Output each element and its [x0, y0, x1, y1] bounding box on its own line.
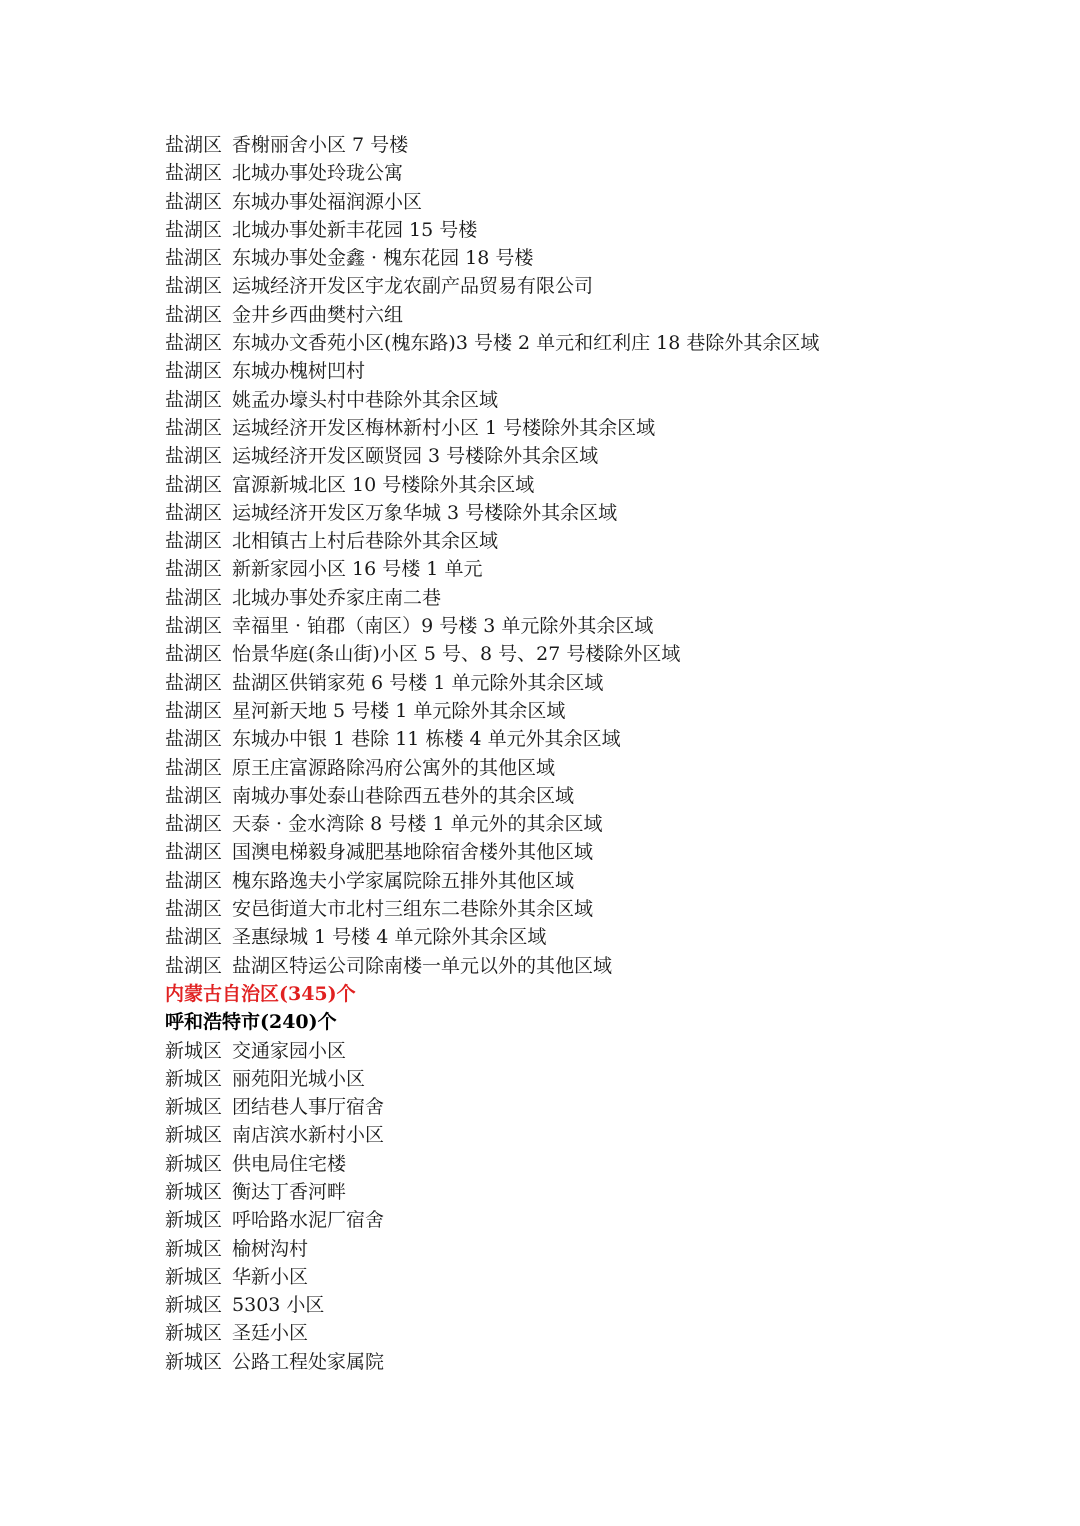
place-label: 榆树沟村 [232, 1237, 309, 1260]
place-label: 圣惠绿城 1 号楼 4 单元除外其余区域 [232, 926, 547, 949]
place-label: 东城办事处福润源小区 [232, 190, 423, 213]
list-item [165, 1121, 1045, 1149]
place-label: 丽苑阳光城小区 [232, 1067, 366, 1090]
place-label: 运城经济开发区宇龙农副产品贸易有限公司 [232, 275, 594, 298]
place-label: 天泰 · 金水湾除 8 号楼 1 单元外的其余区域 [232, 813, 603, 836]
place-label: 东城办文香苑小区(槐东路)3 号楼 2 单元和红利庄 18 巷除外其余区域 [232, 332, 820, 355]
list-item [165, 301, 1045, 329]
district-label: 新城区 [165, 1294, 223, 1317]
list-item [165, 159, 1045, 187]
district-label: 盐湖区 [165, 530, 223, 553]
place-label: 呼哈路水泥厂宿舍 [232, 1209, 385, 1232]
document-content [165, 131, 1045, 1376]
district-label: 新城区 [165, 1039, 223, 1062]
list-item [165, 272, 1045, 300]
list-item [165, 1263, 1045, 1291]
list-item [165, 1093, 1045, 1121]
district-label: 盐湖区 [165, 728, 223, 751]
place-label: 运城经济开发区颐贤园 3 号楼除外其余区域 [232, 445, 599, 468]
district-label: 盐湖区 [165, 643, 223, 666]
place-label: 5303 小区 [232, 1294, 325, 1317]
place-label: 富源新城北区 10 号楼除外其余区域 [232, 473, 535, 496]
place-label: 星河新天地 5 号楼 1 单元除外其余区域 [232, 699, 566, 722]
place-label: 北相镇古上村后巷除外其余区域 [232, 530, 499, 553]
place-label: 国澳电梯毅身减肥基地除宿舍楼外其他区域 [232, 841, 594, 864]
district-label: 盐湖区 [165, 784, 223, 807]
place-label: 东城办中银 1 巷除 11 栋楼 4 单元外其余区域 [232, 728, 621, 751]
list-item [165, 725, 1045, 753]
place-label: 安邑街道大市北村三组东二巷除外其余区域 [232, 898, 594, 921]
district-label: 新城区 [165, 1096, 223, 1119]
list-item [165, 414, 1045, 442]
district-label: 盐湖区 [165, 416, 223, 439]
district-label: 盐湖区 [165, 586, 223, 609]
place-label: 团结巷人事厅宿舍 [232, 1096, 385, 1119]
list-item [165, 1319, 1045, 1347]
district-label: 新城区 [165, 1237, 223, 1260]
place-label: 姚孟办壕头村中巷除外其余区域 [232, 388, 499, 411]
list-item [165, 923, 1045, 951]
district-label: 盐湖区 [165, 162, 223, 185]
place-label: 幸福里 · 铂郡（南区）9 号楼 3 单元除外其余区域 [232, 615, 654, 638]
section-yanhu-list [165, 131, 1045, 980]
place-label: 原王庄富源路除冯府公寓外的其他区域 [232, 756, 556, 779]
list-item [165, 1206, 1045, 1234]
district-label: 盐湖区 [165, 388, 223, 411]
district-label: 盐湖区 [165, 898, 223, 921]
place-label: 圣廷小区 [232, 1322, 309, 1345]
list-item [165, 669, 1045, 697]
place-label: 公路工程处家属院 [232, 1350, 385, 1373]
section-xincheng-list [165, 1037, 1045, 1377]
place-label: 怡景华庭(条山街)小区 5 号、8 号、27 号楼除外区域 [232, 643, 681, 666]
list-item [165, 442, 1045, 470]
district-label: 盐湖区 [165, 247, 223, 270]
list-item [165, 188, 1045, 216]
district-label: 新城区 [165, 1067, 223, 1090]
district-label: 盐湖区 [165, 134, 223, 156]
place-label: 槐东路逸夫小学家属院除五排外其他区域 [232, 869, 575, 892]
list-item [165, 357, 1045, 385]
place-label: 南城办事处泰山巷除西五巷外的其余区域 [232, 784, 575, 807]
district-label: 盐湖区 [165, 756, 223, 779]
list-item [165, 697, 1045, 725]
place-label: 金井乡西曲樊村六组 [232, 303, 404, 326]
list-item [165, 612, 1045, 640]
list-item [165, 1178, 1045, 1206]
place-label: 衡达丁香河畔 [232, 1180, 347, 1203]
list-item [165, 1235, 1045, 1263]
place-label: 东城办槐树凹村 [232, 360, 366, 383]
list-item [165, 216, 1045, 244]
place-label: 北城办事处玲珑公寓 [232, 162, 404, 185]
place-label: 盐湖区特运公司除南楼一单元以外的其他区域 [232, 954, 613, 977]
list-item [165, 640, 1045, 668]
district-label: 盐湖区 [165, 275, 223, 298]
district-label: 盐湖区 [165, 445, 223, 468]
list-item [165, 810, 1045, 838]
list-item [165, 782, 1045, 810]
district-label: 新城区 [165, 1322, 223, 1345]
place-label: 香榭丽舍小区 7 号楼 [232, 134, 409, 156]
district-label: 盐湖区 [165, 473, 223, 496]
district-label: 盐湖区 [165, 558, 223, 581]
list-item [165, 952, 1045, 980]
district-label: 新城区 [165, 1209, 223, 1232]
list-item [165, 1348, 1045, 1376]
district-label: 盐湖区 [165, 926, 223, 949]
list-item [165, 867, 1045, 895]
list-item [165, 1150, 1045, 1178]
district-label: 新城区 [165, 1265, 223, 1288]
city-heading: 呼和浩特市(240)个 [165, 1011, 337, 1034]
place-label: 东城办事处金鑫 · 槐东花园 18 号楼 [232, 247, 534, 270]
district-label: 盐湖区 [165, 332, 223, 355]
list-item [165, 754, 1045, 782]
district-label: 新城区 [165, 1152, 223, 1175]
district-label: 新城区 [165, 1124, 223, 1147]
place-label: 南店滨水新村小区 [232, 1124, 385, 1147]
place-label: 华新小区 [232, 1265, 309, 1288]
list-item [165, 244, 1045, 272]
list-item [165, 1291, 1045, 1319]
place-label: 新新家园小区 16 号楼 1 单元 [232, 558, 483, 581]
district-label: 盐湖区 [165, 813, 223, 836]
district-label: 新城区 [165, 1350, 223, 1373]
list-item [165, 1037, 1045, 1065]
district-label: 盐湖区 [165, 190, 223, 213]
list-item [165, 471, 1045, 499]
list-item [165, 131, 1045, 159]
province-heading: 内蒙古自治区(345)个 [165, 982, 356, 1005]
district-label: 盐湖区 [165, 869, 223, 892]
district-label: 盐湖区 [165, 501, 223, 524]
place-label: 交通家园小区 [232, 1039, 347, 1062]
list-item [165, 555, 1045, 583]
list-item [165, 499, 1045, 527]
district-label: 新城区 [165, 1180, 223, 1203]
list-item [165, 838, 1045, 866]
place-label: 运城经济开发区梅林新村小区 1 号楼除外其余区域 [232, 416, 656, 439]
district-label: 盐湖区 [165, 954, 223, 977]
place-label: 供电局住宅楼 [232, 1152, 347, 1175]
district-label: 盐湖区 [165, 218, 223, 241]
list-item [165, 386, 1045, 414]
district-label: 盐湖区 [165, 841, 223, 864]
place-label: 北城办事处新丰花园 15 号楼 [232, 218, 478, 241]
district-label: 盐湖区 [165, 699, 223, 722]
list-item [165, 329, 1045, 357]
place-label: 运城经济开发区万象华城 3 号楼除外其余区域 [232, 501, 618, 524]
district-label: 盐湖区 [165, 360, 223, 383]
place-label: 盐湖区供销家苑 6 号楼 1 单元除外其余区域 [232, 671, 604, 694]
district-label: 盐湖区 [165, 615, 223, 638]
place-label: 北城办事处乔家庄南二巷 [232, 586, 442, 609]
list-item [165, 895, 1045, 923]
list-item [165, 1065, 1045, 1093]
district-label: 盐湖区 [165, 303, 223, 326]
list-item [165, 584, 1045, 612]
list-item [165, 527, 1045, 555]
district-label: 盐湖区 [165, 671, 223, 694]
